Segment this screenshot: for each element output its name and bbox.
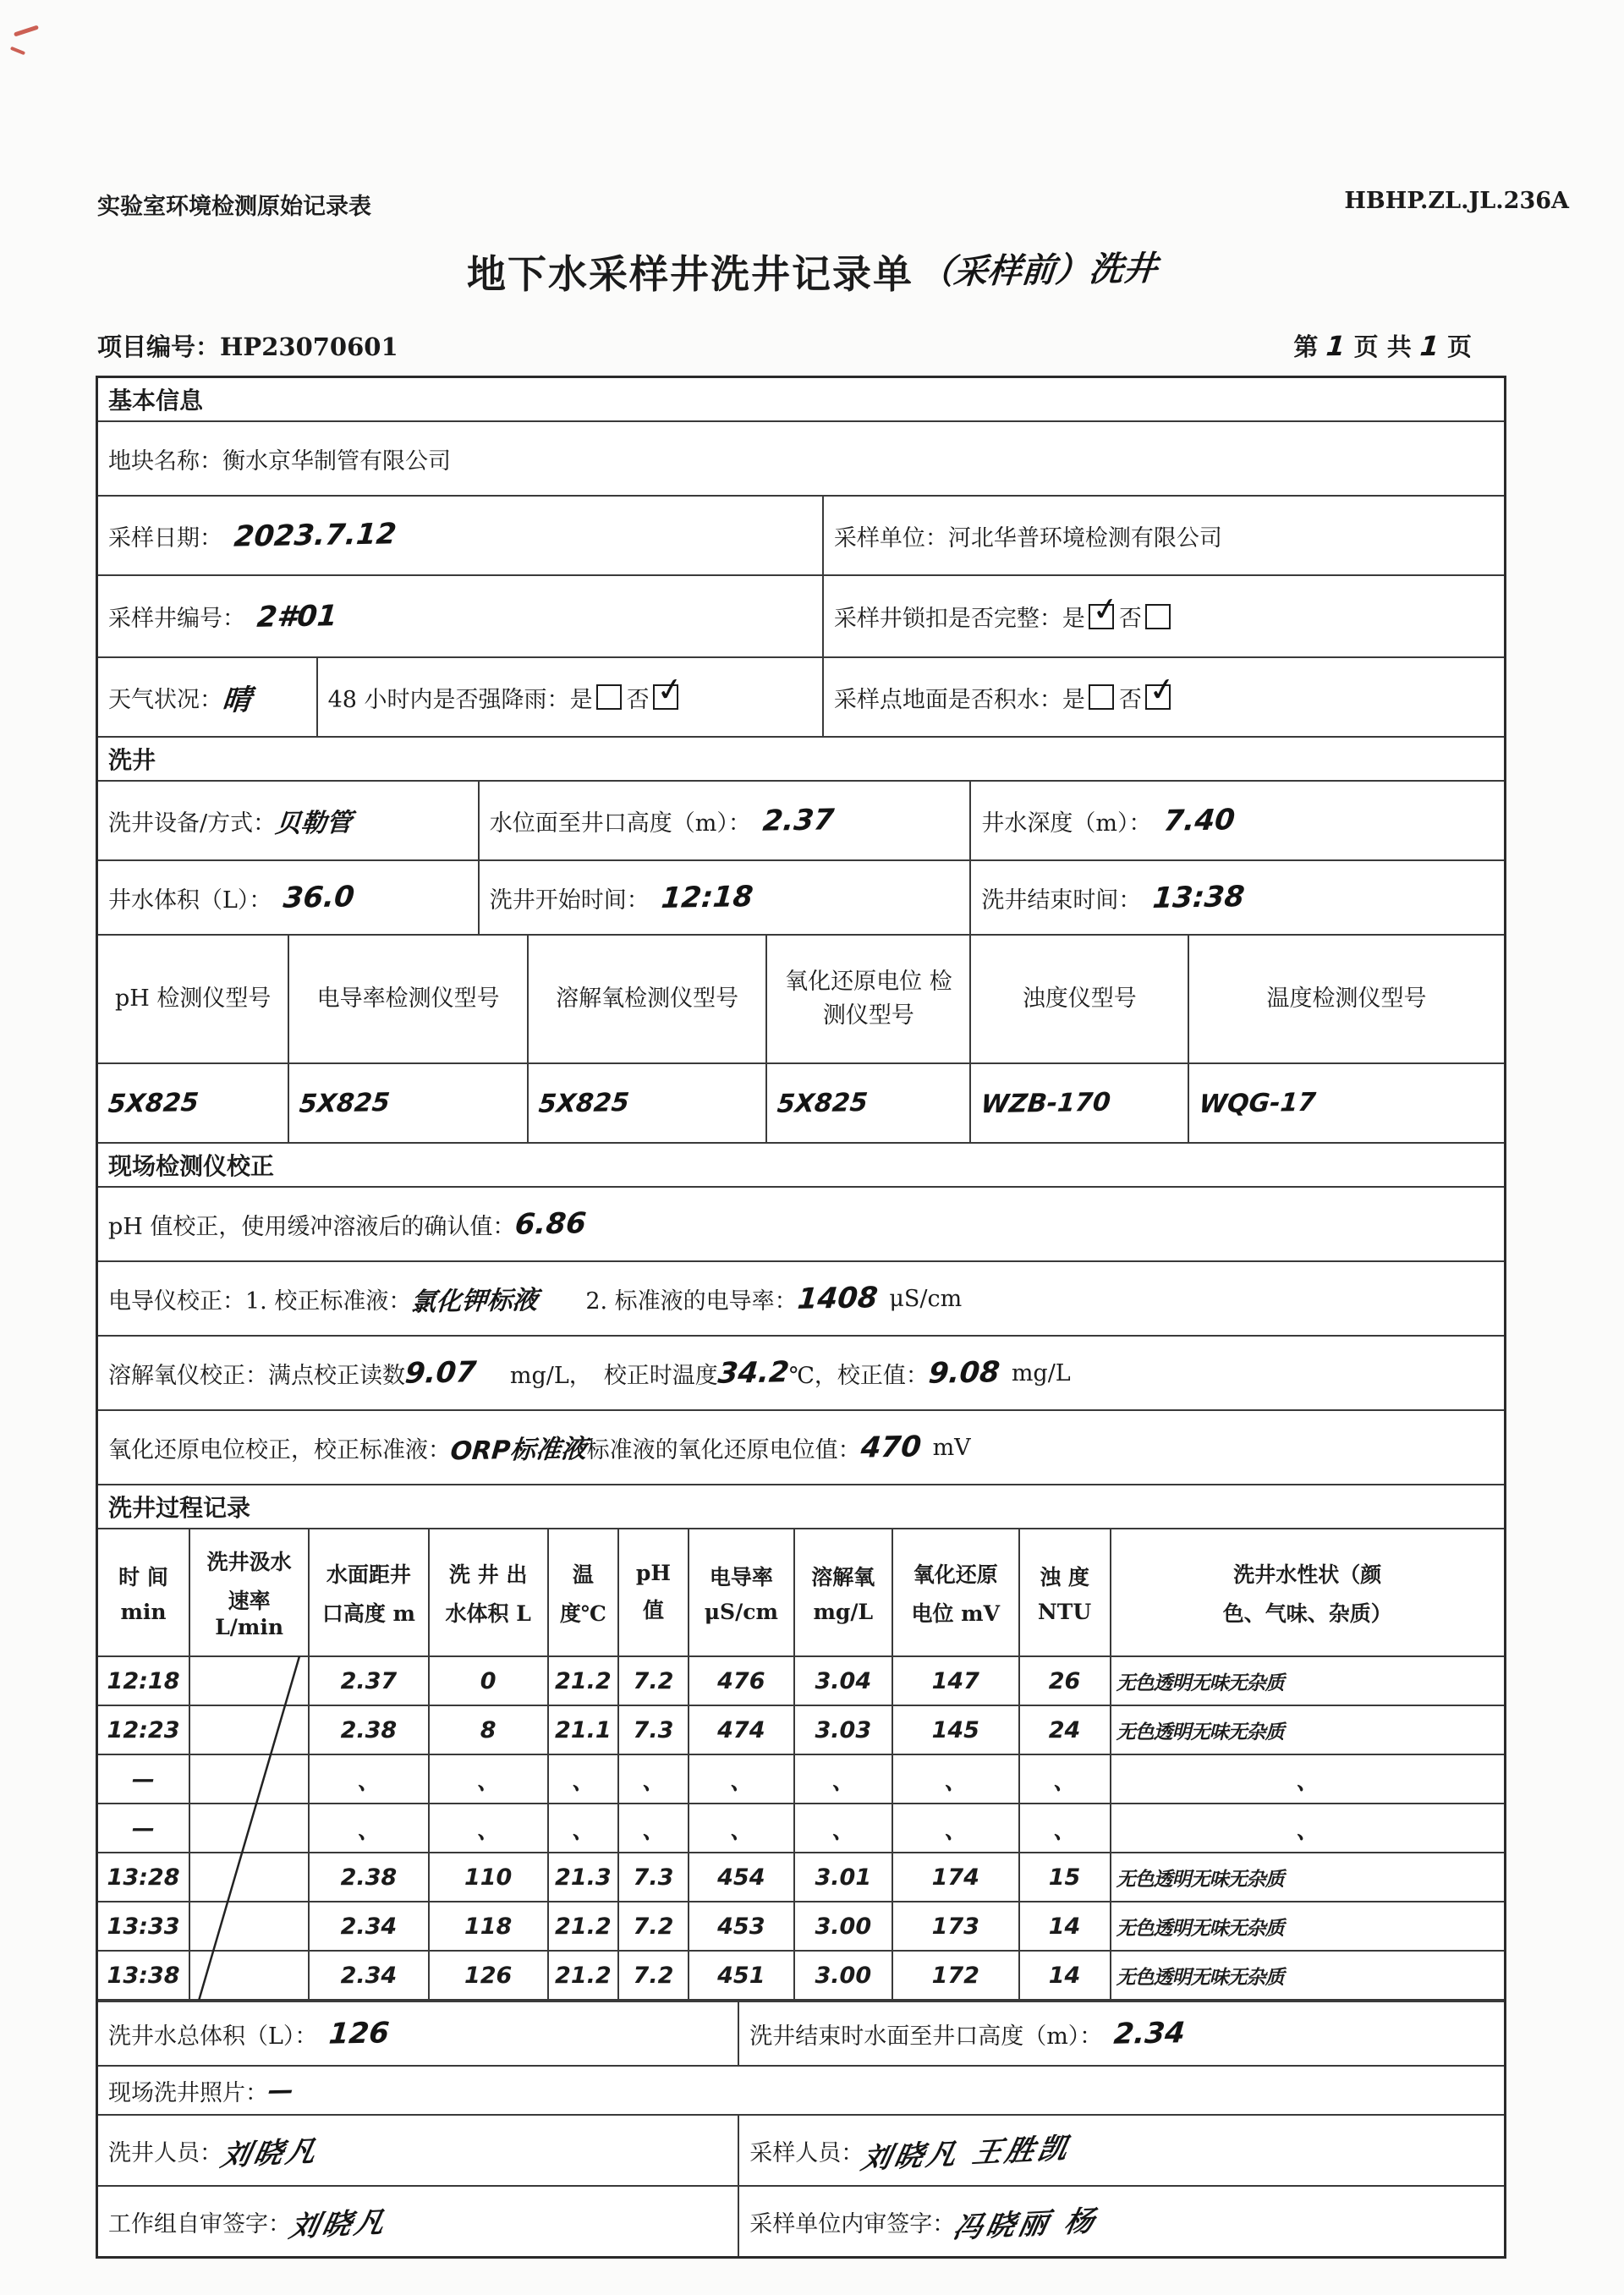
well-water-volume: 井水体积（L）： 36.0: [108, 880, 357, 915]
process-row: [98, 1804, 1504, 1853]
process-cell: 、: [794, 1804, 892, 1853]
process-table: [98, 1529, 1504, 2001]
doc-type-label: 实验室环境检测原始记录表: [97, 194, 371, 220]
ground-ponding: 采样点地面是否积水： 是 否 ✓: [822, 658, 1504, 736]
orp-calibration: 氧化还原电位校正，校正标准液： ORP标准液 标准液的氧化还原电位值： 470 mV: [98, 1411, 1504, 1484]
process-header-cell: 氧化还原 电位 mV: [892, 1529, 1019, 1656]
workgroup-self-review: 工作组自审签字： 刘晓凡: [98, 2187, 738, 2256]
sampling-date: 采样日期： 2023.7.12: [108, 517, 398, 554]
process-cell: 2.37: [309, 1656, 428, 1705]
row-total-volume: [98, 2002, 1504, 2067]
start-time-handwritten: 12:18: [659, 880, 754, 915]
instrument-header: 溶解氧检测仪型号: [527, 936, 766, 1062]
instrument-header: 电导率检测仪型号: [288, 936, 527, 1062]
instrument-header: 氧化还原电位 检测仪型号: [765, 936, 969, 1062]
process-cell: 3.01: [794, 1853, 892, 1902]
process-header-cell: 温 度℃: [548, 1529, 618, 1656]
process-cell: 15: [1019, 1853, 1111, 1902]
site-name: 地块名称： 衡水京华制管有限公司: [108, 447, 451, 475]
section-basic-info: [98, 378, 1504, 422]
title-handwritten-annotation: （采样前）洗井: [918, 249, 1159, 293]
process-cell: 126: [429, 1951, 548, 2000]
process-cell: [189, 1754, 309, 1804]
project-line: [97, 328, 1472, 363]
section-title: 现场检测仪校正: [108, 1152, 275, 1180]
process-row: [98, 1705, 1504, 1754]
process-cell: 21.1: [548, 1705, 618, 1754]
site-photo: 现场洗井照片： —: [108, 2075, 295, 2106]
instrument-model: 5X825: [527, 1064, 766, 1142]
process-table-body: [98, 1656, 1504, 2000]
well-depth: 井水深度（m）： 7.40: [969, 782, 1504, 859]
process-cell: 21.3: [548, 1853, 618, 1902]
device-handwritten: 贝勒管: [274, 808, 354, 839]
process-cell: 、: [309, 1754, 428, 1804]
process-cell: 453: [689, 1902, 794, 1951]
process-cell: 、: [1019, 1754, 1111, 1804]
process-cell: 、: [1111, 1754, 1504, 1804]
well-number: 采样井编号： 2#01: [108, 598, 339, 634]
total-wash-volume: 洗井水总体积（L）： 126: [108, 2016, 392, 2051]
process-cell: [189, 1705, 309, 1754]
process-cell: 、: [1111, 1804, 1504, 1853]
process-row: [98, 1902, 1504, 1951]
process-cell: 无色透明无味无杂质: [1111, 1853, 1504, 1902]
do-value-handwritten: 9.08: [927, 1355, 1001, 1391]
photo-mark-handwritten: —: [266, 2075, 295, 2106]
process-cell: 3.00: [794, 1902, 892, 1951]
process-cell: 、: [1019, 1804, 1111, 1853]
pages-total-handwritten: 1: [1418, 329, 1440, 363]
process-cell: 、: [892, 1804, 1019, 1853]
process-cell: 3.00: [794, 1951, 892, 2000]
washing-device: 洗井设备/方式： 贝勒管: [98, 782, 478, 859]
row-ph-calibration: [98, 1188, 1504, 1262]
process-cell: 、: [618, 1754, 689, 1804]
well-lock-intact: 采样井锁扣是否完整： 是 ✓ 否: [822, 576, 1504, 656]
process-header-cell: 洗 井 出 水体积 L: [429, 1529, 548, 1656]
section-title: 洗井过程记录: [108, 1494, 251, 1522]
do-temp-handwritten: 34.2: [716, 1355, 791, 1391]
instrument-header: 温度检测仪型号: [1188, 936, 1504, 1062]
process-row: [98, 1754, 1504, 1804]
process-cell: 13:33: [98, 1902, 189, 1951]
process-cell: 2.34: [309, 1951, 428, 2000]
end-level-handwritten: 2.34: [1112, 2016, 1188, 2051]
row-device-level-depth: [98, 782, 1504, 861]
instrument-model: WQG-17: [1188, 1064, 1504, 1142]
page-title: 地下水采样井洗井记录单: [467, 251, 914, 297]
process-header-cell: 时 间 min: [98, 1529, 189, 1656]
row-conductivity-calibration: [98, 1262, 1504, 1337]
process-cell: 无色透明无味无杂质: [1111, 1656, 1504, 1705]
process-header-row: [98, 1529, 1504, 1656]
dissolved-oxygen-calibration: 溶解氧仪校正：满点校正读数 9.07 mg/L， 校正时温度 34.2 ℃，校正值： 9.08 mg/L: [108, 1355, 1071, 1391]
process-cell: [189, 1804, 309, 1853]
process-cell: 无色透明无味无杂质: [1111, 1902, 1504, 1951]
process-cell: 14: [1019, 1951, 1111, 2000]
process-cell: 0: [429, 1656, 548, 1705]
self-review-signature: 刘晓凡: [286, 2204, 391, 2244]
washing-end-time: 洗井结束时间： 13:38: [969, 861, 1504, 934]
process-cell: 173: [892, 1902, 1019, 1951]
instrument-header: 浊度仪型号: [969, 936, 1188, 1062]
do-reading-handwritten: 9.07: [403, 1355, 478, 1391]
process-cell: 2.34: [309, 1902, 428, 1951]
row-orp-calibration: [98, 1411, 1504, 1485]
process-cell: 14: [1019, 1902, 1111, 1951]
checkbox-no-checked: [1145, 668, 1178, 711]
process-header-cell: 洗井汲水 速率 L/min: [189, 1529, 309, 1656]
water-level-height: 水位面至井口高度（m）： 2.37: [478, 782, 970, 859]
process-cell: 7.3: [618, 1853, 689, 1902]
process-cell: 、: [689, 1804, 794, 1853]
section-calibration: [98, 1144, 1504, 1188]
process-row: [98, 1853, 1504, 1902]
red-pen-mark: [10, 47, 25, 55]
process-header-cell: 水面距井 口高度 m: [309, 1529, 428, 1656]
checkbox-no-checked: [653, 668, 686, 711]
check-mark: ✓: [1146, 668, 1178, 711]
process-header-cell: 电导率 μS/cm: [689, 1529, 794, 1656]
row-instrument-headers: [98, 936, 1504, 1064]
instrument-model: 5X825: [288, 1064, 527, 1142]
process-cell: [189, 1902, 309, 1951]
section-process-record: [98, 1485, 1504, 1529]
ph-value-handwritten: 6.86: [513, 1206, 589, 1242]
process-cell: 21.2: [548, 1951, 618, 2000]
unit-review-signature: 冯晓丽 杨: [950, 2204, 1101, 2245]
row-personnel: [98, 2116, 1504, 2187]
title-line: [0, 244, 1624, 299]
process-row: [98, 1656, 1504, 1705]
process-cell: [189, 1951, 309, 2000]
process-cell: 21.2: [548, 1656, 618, 1705]
project-number: 项目编号：HP23070601: [97, 332, 398, 361]
level-handwritten: 2.37: [761, 803, 836, 838]
end-water-level: 洗井结束时水面至井口高度（m）： 2.34: [738, 2002, 1504, 2065]
checkbox-yes-checked: [1089, 588, 1122, 629]
form-code: HBHP.ZL.JL.236A: [1344, 188, 1569, 214]
check-mark: ✓: [653, 668, 686, 711]
row-date-org: [98, 497, 1504, 576]
row-review-signatures: [98, 2187, 1504, 2256]
instrument-header: pH 检测仪型号: [114, 985, 272, 1012]
process-cell: 451: [689, 1951, 794, 2000]
process-header-cell: 溶解氧 mg/L: [794, 1529, 892, 1656]
process-table-row: [98, 1529, 1504, 2002]
process-cell: 13:28: [98, 1853, 189, 1902]
process-cell: 2.38: [309, 1853, 428, 1902]
process-cell: 12:18: [98, 1656, 189, 1705]
process-cell: 3.03: [794, 1705, 892, 1754]
row-instrument-values: [98, 1064, 1504, 1144]
process-cell: 174: [892, 1853, 1019, 1902]
weather: 天气状况： 晴: [98, 658, 316, 736]
conductivity-calibration: 电导仪校正：1. 校正标准液： 氯化钾标液 2. 标准液的电导率： 1408 μS/cm: [98, 1262, 1504, 1335]
page-number: 第 1 页 共 1 页: [1293, 329, 1472, 363]
process-cell: 、: [548, 1754, 618, 1804]
washing-personnel: 洗井人员： 刘晓凡: [98, 2116, 738, 2185]
process-cell: 7.2: [618, 1656, 689, 1705]
washer-signature: 刘晓凡: [217, 2133, 322, 2173]
end-time-handwritten: 13:38: [1151, 880, 1247, 915]
process-cell: 7.3: [618, 1705, 689, 1754]
process-cell: 、: [689, 1754, 794, 1804]
row-well-lock: [98, 576, 1504, 658]
date-handwritten: 2023.7.12: [233, 517, 398, 554]
process-row: [98, 1951, 1504, 2000]
process-cell: 110: [429, 1853, 548, 1902]
sampling-personnel: 采样人员： 刘晓凡 王胜凯: [738, 2116, 1504, 2185]
row-photo: [98, 2067, 1504, 2116]
red-pen-mark: [14, 25, 39, 36]
process-cell: 2.38: [309, 1705, 428, 1754]
process-cell: 118: [429, 1902, 548, 1951]
sampling-org: 采样单位： 河北华普环境检测有限公司: [822, 497, 1504, 574]
washing-start-time: 洗井开始时间： 12:18: [478, 861, 970, 934]
process-cell: 3.04: [794, 1656, 892, 1705]
instrument-model: 5X825: [765, 1064, 969, 1142]
process-cell: 13:38: [98, 1951, 189, 2000]
process-header-cell: 洗井水性状（颜 色、气味、杂质）: [1111, 1529, 1504, 1656]
process-cell: 、: [429, 1754, 548, 1804]
total-volume-handwritten: 126: [327, 2016, 392, 2051]
process-cell: 145: [892, 1705, 1019, 1754]
instrument-model: 5X825: [107, 1087, 200, 1119]
process-cell: 26: [1019, 1656, 1111, 1705]
checkbox-yes: [1089, 684, 1114, 710]
unit-internal-review: 采样单位内审签字： 冯晓丽 杨: [738, 2187, 1504, 2256]
process-cell: 7.2: [618, 1902, 689, 1951]
row-volume-times: [98, 861, 1504, 936]
ph-calibration: pH 值校正，使用缓冲溶液后的确认值： 6.86: [108, 1206, 589, 1242]
volume-handwritten: 36.0: [282, 880, 357, 915]
process-cell: 454: [689, 1853, 794, 1902]
process-cell: 、: [548, 1804, 618, 1853]
row-do-calibration: [98, 1337, 1504, 1411]
process-cell: 无色透明无味无杂质: [1111, 1951, 1504, 2000]
process-cell: 7.2: [618, 1951, 689, 2000]
well-no-handwritten: 2#01: [255, 598, 339, 634]
process-cell: 、: [892, 1754, 1019, 1804]
cond-value-handwritten: 1408: [795, 1281, 880, 1316]
depth-handwritten: 7.40: [1161, 803, 1237, 838]
sampler-signature: 刘晓凡 王胜凯: [859, 2131, 1074, 2176]
row-site-name: [98, 422, 1504, 497]
process-cell: 476: [689, 1656, 794, 1705]
process-header-cell: pH 值: [618, 1529, 689, 1656]
instrument-model: WZB-170: [969, 1064, 1188, 1142]
top-header: [97, 188, 1569, 221]
process-cell: —: [98, 1804, 189, 1853]
section-title: 基本信息: [108, 387, 204, 415]
process-cell: 21.2: [548, 1902, 618, 1951]
process-cell: 无色透明无味无杂质: [1111, 1705, 1504, 1754]
process-cell: —: [98, 1754, 189, 1804]
process-table-wrap: [98, 1529, 1504, 2001]
process-cell: 24: [1019, 1705, 1111, 1754]
process-cell: 147: [892, 1656, 1019, 1705]
check-mark: ✓: [1089, 588, 1122, 629]
weather-handwritten: 晴: [220, 683, 253, 717]
section-title: 洗井: [108, 746, 156, 774]
process-cell: 12:23: [98, 1705, 189, 1754]
process-cell: 、: [794, 1754, 892, 1804]
cond-standard-handwritten: 氯化钾标液: [409, 1285, 540, 1318]
section-washing: [98, 738, 1504, 782]
process-cell: 8: [429, 1705, 548, 1754]
process-cell: [189, 1853, 309, 1902]
process-cell: 474: [689, 1705, 794, 1754]
process-cell: 、: [618, 1804, 689, 1853]
process-cell: [189, 1656, 309, 1705]
row-weather: [98, 658, 1504, 738]
orp-value-handwritten: 470: [859, 1430, 923, 1465]
heavy-rain-48h: 48 小时内是否强降雨： 是 否 ✓: [316, 658, 822, 736]
sheet-no-handwritten: 1: [1325, 329, 1347, 363]
process-cell: 172: [892, 1951, 1019, 2000]
process-cell: 、: [309, 1804, 428, 1853]
process-cell: 、: [429, 1804, 548, 1853]
checkbox-no: [1145, 604, 1171, 629]
checkbox-yes: [596, 684, 622, 710]
orp-standard-handwritten: ORP标准液: [449, 1434, 588, 1467]
process-header-cell: 浊 度 NTU: [1019, 1529, 1111, 1656]
record-form: [96, 376, 1506, 2259]
